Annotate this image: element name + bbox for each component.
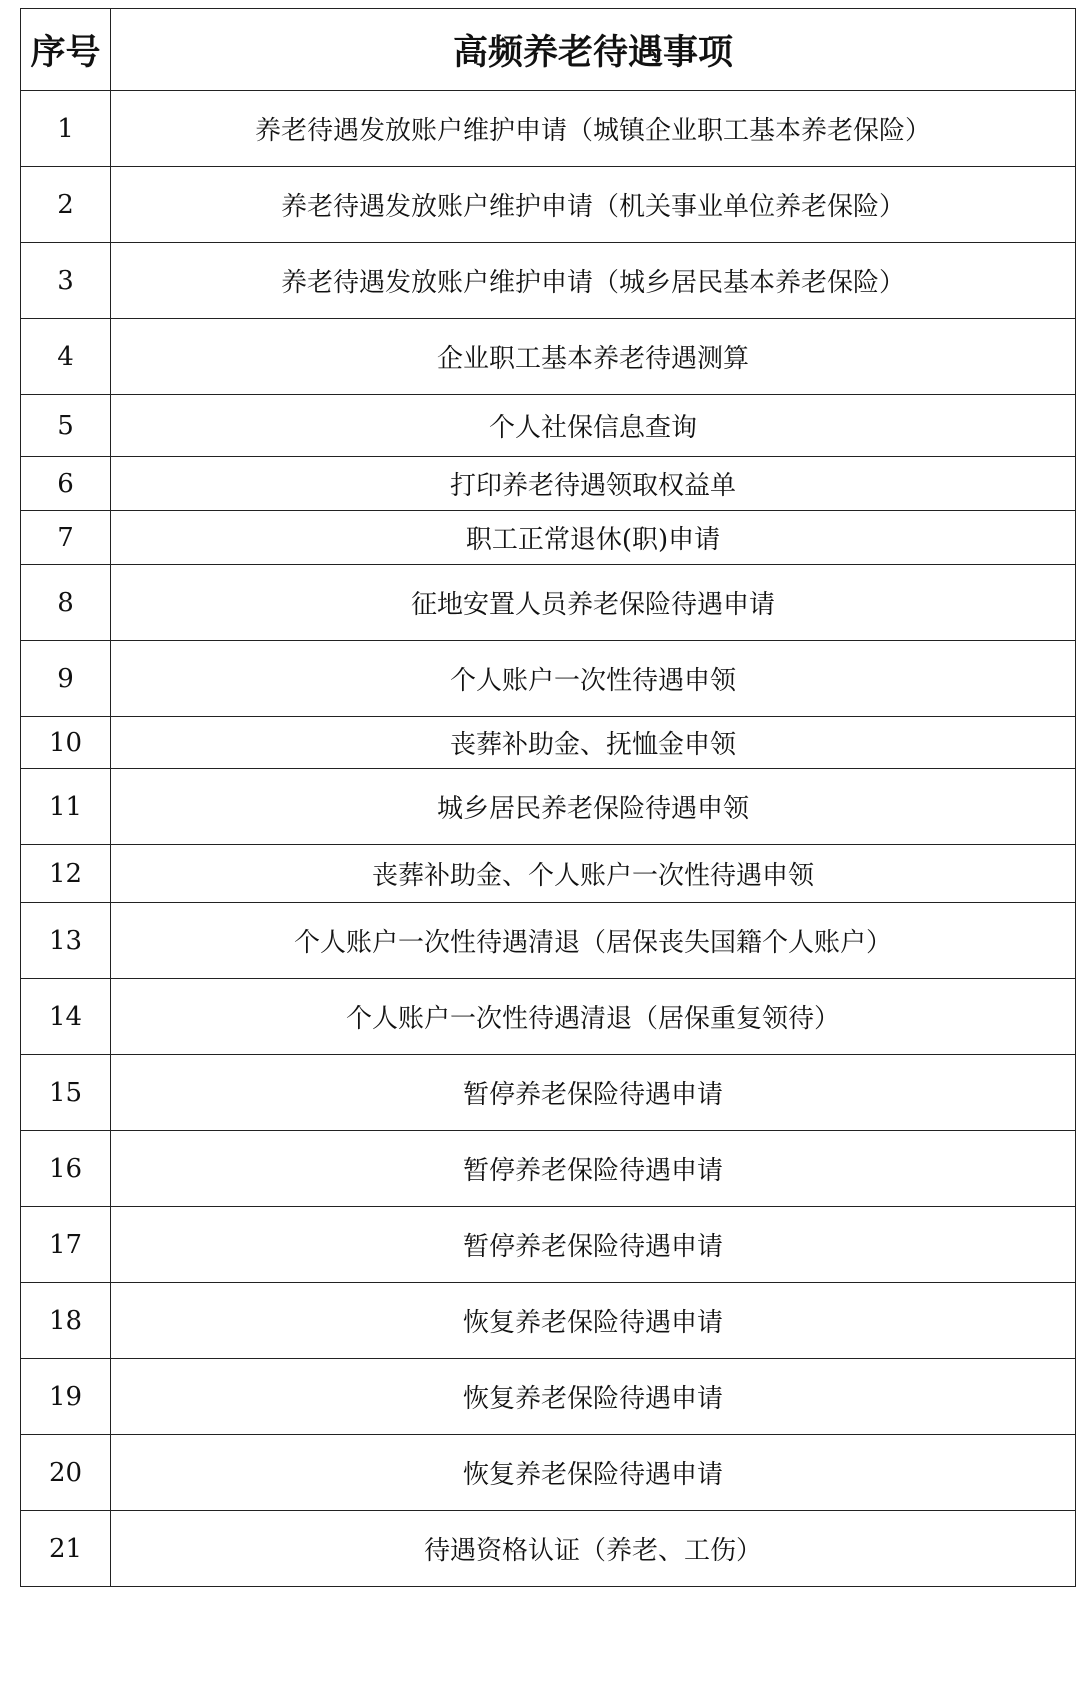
row-item: 丧葬补助金、个人账户一次性待遇申领 (111, 845, 1076, 903)
table-row (21, 717, 1076, 769)
row-item: 养老待遇发放账户维护申请（机关事业单位养老保险） (111, 167, 1076, 243)
table-row (21, 565, 1076, 641)
row-index: 14 (21, 979, 111, 1055)
table-row (21, 641, 1076, 717)
row-index: 11 (21, 769, 111, 845)
table-row (21, 1283, 1076, 1359)
table-row (21, 1055, 1076, 1131)
row-index: 7 (21, 511, 111, 565)
items-table (20, 8, 1076, 1587)
row-item: 暂停养老保险待遇申请 (111, 1055, 1076, 1131)
row-item: 恢复养老保险待遇申请 (111, 1435, 1076, 1511)
table-body (21, 91, 1076, 1587)
table-row (21, 243, 1076, 319)
row-index: 1 (21, 91, 111, 167)
row-index: 15 (21, 1055, 111, 1131)
row-index: 12 (21, 845, 111, 903)
row-item: 个人账户一次性待遇清退（居保重复领待） (111, 979, 1076, 1055)
row-index: 13 (21, 903, 111, 979)
row-index: 17 (21, 1207, 111, 1283)
row-item: 企业职工基本养老待遇测算 (111, 319, 1076, 395)
row-item: 丧葬补助金、抚恤金申领 (111, 717, 1076, 769)
row-index: 18 (21, 1283, 111, 1359)
row-item: 暂停养老保险待遇申请 (111, 1207, 1076, 1283)
row-item: 养老待遇发放账户维护申请（城乡居民基本养老保险） (111, 243, 1076, 319)
row-index: 10 (21, 717, 111, 769)
row-item: 城乡居民养老保险待遇申领 (111, 769, 1076, 845)
row-index: 6 (21, 457, 111, 511)
row-index: 21 (21, 1511, 111, 1587)
row-item: 职工正常退休(职)申请 (111, 511, 1076, 565)
row-item: 个人账户一次性待遇申领 (111, 641, 1076, 717)
row-index: 4 (21, 319, 111, 395)
row-index: 2 (21, 167, 111, 243)
header-item: 高频养老待遇事项 (111, 9, 1076, 91)
row-index: 8 (21, 565, 111, 641)
table-row (21, 845, 1076, 903)
row-item: 养老待遇发放账户维护申请（城镇企业职工基本养老保险） (111, 91, 1076, 167)
row-index: 19 (21, 1359, 111, 1435)
table-row (21, 1511, 1076, 1587)
table-row (21, 769, 1076, 845)
table-row (21, 91, 1076, 167)
table-row (21, 511, 1076, 565)
header-index: 序号 (21, 9, 111, 91)
table-row (21, 1131, 1076, 1207)
table-row (21, 1435, 1076, 1511)
table-row (21, 395, 1076, 457)
table-row (21, 903, 1076, 979)
table-row (21, 979, 1076, 1055)
table-row (21, 1359, 1076, 1435)
row-item: 待遇资格认证（养老、工伤） (111, 1511, 1076, 1587)
table-row (21, 319, 1076, 395)
row-item: 暂停养老保险待遇申请 (111, 1131, 1076, 1207)
table-row (21, 457, 1076, 511)
table-row (21, 1207, 1076, 1283)
row-item: 恢复养老保险待遇申请 (111, 1283, 1076, 1359)
row-index: 20 (21, 1435, 111, 1511)
row-item: 个人社保信息查询 (111, 395, 1076, 457)
row-item: 打印养老待遇领取权益单 (111, 457, 1076, 511)
row-index: 16 (21, 1131, 111, 1207)
row-item: 征地安置人员养老保险待遇申请 (111, 565, 1076, 641)
row-item: 恢复养老保险待遇申请 (111, 1359, 1076, 1435)
row-item: 个人账户一次性待遇清退（居保丧失国籍个人账户） (111, 903, 1076, 979)
row-index: 9 (21, 641, 111, 717)
row-index: 3 (21, 243, 111, 319)
row-index: 5 (21, 395, 111, 457)
header-row (21, 9, 1076, 91)
table-row (21, 167, 1076, 243)
